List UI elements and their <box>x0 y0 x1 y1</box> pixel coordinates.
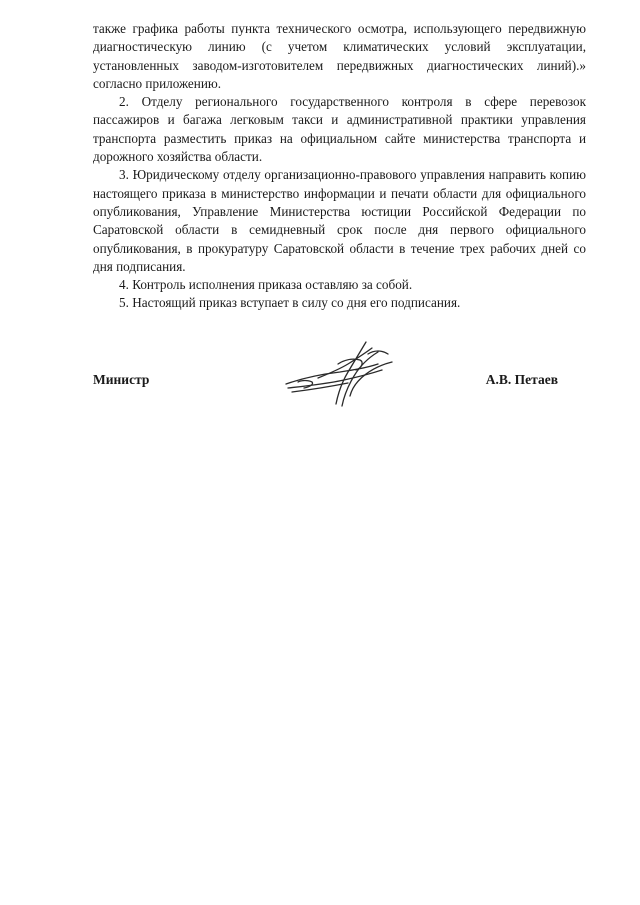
paragraph-item-2: 2. Отделу регионального государственного контроля в сфере перевозок пассажиров и багажа легковым такси и административной практики управления транспорта разместить приказ на официальном сайте министерства транспорта и дорожного хозяйства области. <box>93 94 586 165</box>
signatory-name: А.В. Петаев <box>485 372 558 387</box>
paragraph-item-4: 4. Контроль исполнения приказа оставляю за собой. <box>119 277 413 293</box>
document-body <box>93 20 586 313</box>
paragraph-continuation: также графика работы пункта технического осмотра, использующего передвижную диагностическую линию (с учетом климатических условий эксплуатации, установленных заводом-изготовителем передвижных диагностических линий).» согласно приложению. <box>93 21 586 91</box>
signature-row <box>93 372 586 394</box>
signatory-role: Министр <box>93 372 150 387</box>
paragraph-item-5: 5. Настоящий приказ вступает в силу со дня его подписания. <box>119 295 461 311</box>
paragraph-item-3: 3. Юридическому отделу организационно-правового управления направить копию настоящего приказа в министерство информации и печати области для официального опубликования, Управление Министерства юстиции Российской Федерации по Саратовской области в семидневный срок после дня первого официального опубликования, в прокуратуру Саратовской области в течение трех рабочих дней со дня подписания. <box>93 167 586 274</box>
